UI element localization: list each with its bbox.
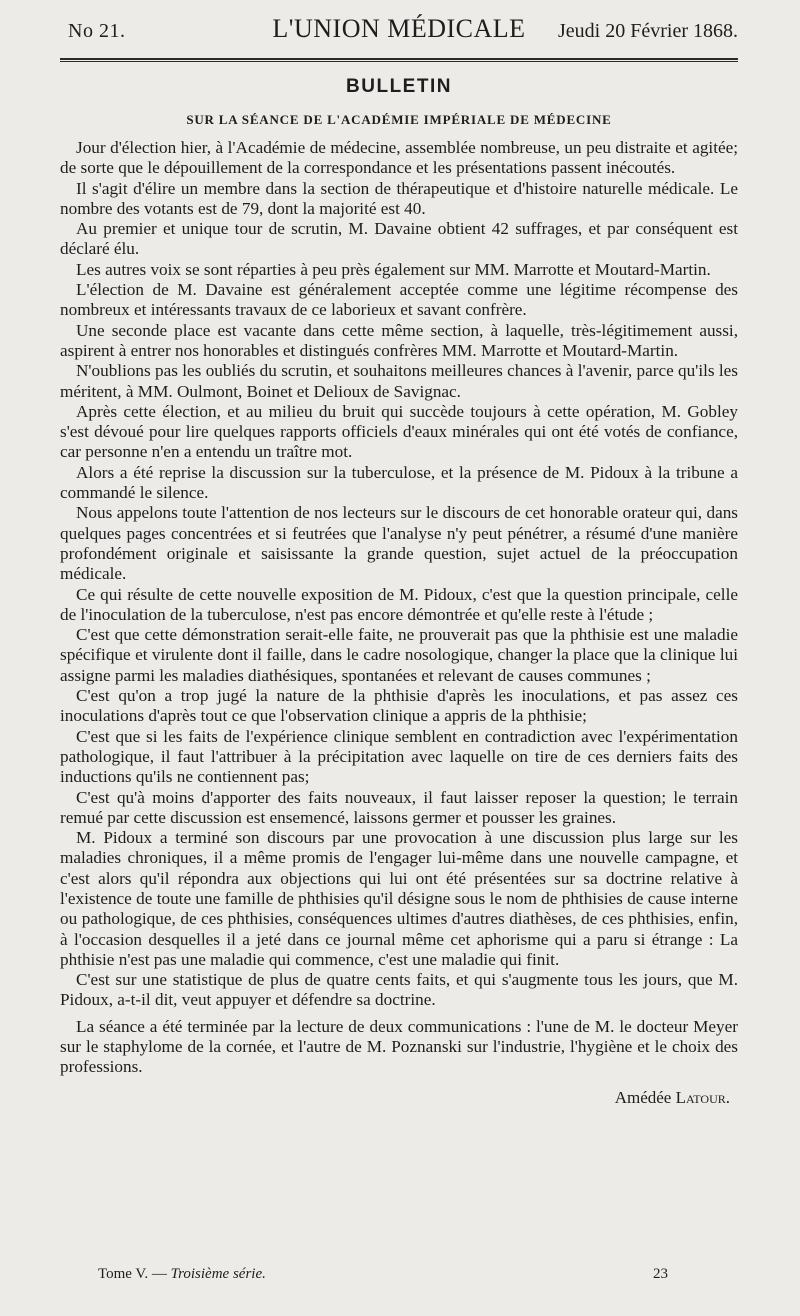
paragraph: La séance a été terminée par la lecture de deux communications : l'une de M. le docteur Meyer sur le staphylome de la cornée, et l'autre de M. Poznanski sur l'industrie, l'hygiène et le choix des professions.: [60, 1016, 738, 1077]
paragraph: Nous appelons toute l'attention de nos lecteurs sur le discours de cet honorable orateur qui, dans quelques pages concentrées et si feutrées que l'analyse n'y peut pénétrer, a résumé d'une manière profondément originale et saisissante la grande question, sujet actuel de la préoccupation médicale.: [60, 503, 738, 584]
page-number: 23: [653, 1266, 668, 1282]
author-signature: [60, 1088, 738, 1108]
article-body: [60, 138, 738, 1078]
paragraph: C'est que cette démonstration serait-elle faite, ne prouverait pas que la phthisie est une maladie spécifique et virulente dont il faille, dans le cadre nosologique, changer la place que la clinique lui assigne parmi les maladies diathésiques, spontanées et relevant de causes communes ;: [60, 625, 738, 685]
paragraph: C'est qu'on a trop jugé la nature de la phthisie d'après les inoculations, et pas assez ces inoculations d'après tout ce que l'observation clinique a appris de la phthisie;: [60, 686, 738, 726]
author-last-name: Latour.: [675, 1087, 730, 1107]
paragraph: L'élection de M. Davaine est généralement acceptée comme une légitime récompense des nombreux et intéressants travaux de ce laborieux et savant confrère.: [60, 280, 738, 320]
paragraph: M. Pidoux a terminé son discours par une provocation à une discussion plus large sur les maladies chroniques, il a même promis de l'engager lui-même dans une nouvelle campagne, et c'est alors qu'il répondra aux objections qui lui ont été présentées sur sa doctrine relative à l'existence de toute une famille de phthisies qu'il désigne sous le nom de phthisies de cause interne ou pathologique, de ces phthisies, conséquences ultimes d'autres diathèses, de ces phthisies, enfin, à l'occasion desquelles il a jeté dans ce journal même cet aphorisme qui a paru si étrange : La phthisie n'est pas une maladie qui commence, c'est une maladie qui finit.: [60, 828, 738, 969]
issue-date: Jeudi 20 Février 1868.: [558, 20, 738, 42]
paragraph: Après cette élection, et au milieu du bruit qui succède toujours à cette opération, M. Gobley s'est dévoué pour lire quelques rapports officiels d'eaux minérales qui ont été votés de confiance, car personne n'en a entendu un traître mot.: [60, 401, 738, 462]
volume-label: Tome V. —: [98, 1266, 167, 1282]
paragraph: N'oublions pas les oubliés du scrutin, et souhaitons meilleures chances à l'avenir, parce qu'ils les méritent, à MM. Oulmont, Boinet et Delioux de Savignac.: [60, 361, 738, 401]
paragraph: Au premier et unique tour de scrutin, M. Davaine obtient 42 suffrages, et par conséquent est déclaré élu.: [60, 219, 738, 259]
volume-info: [98, 1266, 266, 1283]
author-first-name: Amédée: [614, 1087, 672, 1107]
journal-title: L'UNION MÉDICALE: [272, 14, 526, 43]
paragraph: C'est sur une statistique de plus de quatre cents faits, et qui s'augmente tous les jours, que M. Pidoux, a-t-il dit, veut appuyer et défendre sa doctrine.: [60, 970, 738, 1010]
page-header: [60, 10, 738, 44]
paragraph: C'est qu'à moins d'apporter des faits nouveaux, il faut laisser reposer la question; le terrain remué par cette discussion est ensemencé, laissons germer et pousser les graines.: [60, 787, 738, 827]
paragraph: Il s'agit d'élire un membre dans la section de thérapeutique et d'histoire naturelle médicale. Le nombre des votants est de 79, dont la majorité est 40.: [60, 178, 738, 218]
paragraph: Alors a été reprise la discussion sur la tuberculose, et la présence de M. Pidoux à la tribune a commandé le silence.: [60, 462, 738, 503]
bulletin-subtitle: SUR LA SÉANCE DE L'ACADÉMIE IMPÉRIALE DE MÉDECINE: [186, 112, 612, 127]
series-label: Troisième série.: [170, 1266, 266, 1282]
paragraph: C'est que si les faits de l'expérience clinique semblent en contradiction avec l'expérimentation pathologique, il faut l'attribuer à la précipitation avec laquelle on tire de ces derniers faits des inductions qu'ils ne contiennent pas;: [60, 726, 738, 787]
issue-number: No 21.: [68, 20, 126, 42]
paragraph: Une seconde place est vacante dans cette même section, à laquelle, très-légitimement aussi, aspirent à entrer nos honorables et distingués confrères MM. Marrotte et Moutard-Martin.: [60, 320, 738, 360]
bulletin-heading: BULLETIN: [346, 76, 452, 97]
paragraph: Les autres voix se sont réparties à peu près également sur MM. Marrotte et Moutard-Martin.: [76, 259, 711, 279]
paragraph: Ce qui résulte de cette nouvelle exposition de M. Pidoux, c'est que la question principale, celle de l'inoculation de la tuberculose, n'est pas encore démontrée et qu'elle reste à l'étude ;: [60, 584, 738, 624]
author-name: [615, 1088, 730, 1107]
header-rule: [60, 58, 738, 62]
paragraph: Jour d'élection hier, à l'Académie de médecine, assemblée nombreuse, un peu distraite et agitée; de sorte que le dépouillement de la correspondance et les présentations passent inécoutés.: [60, 138, 738, 178]
